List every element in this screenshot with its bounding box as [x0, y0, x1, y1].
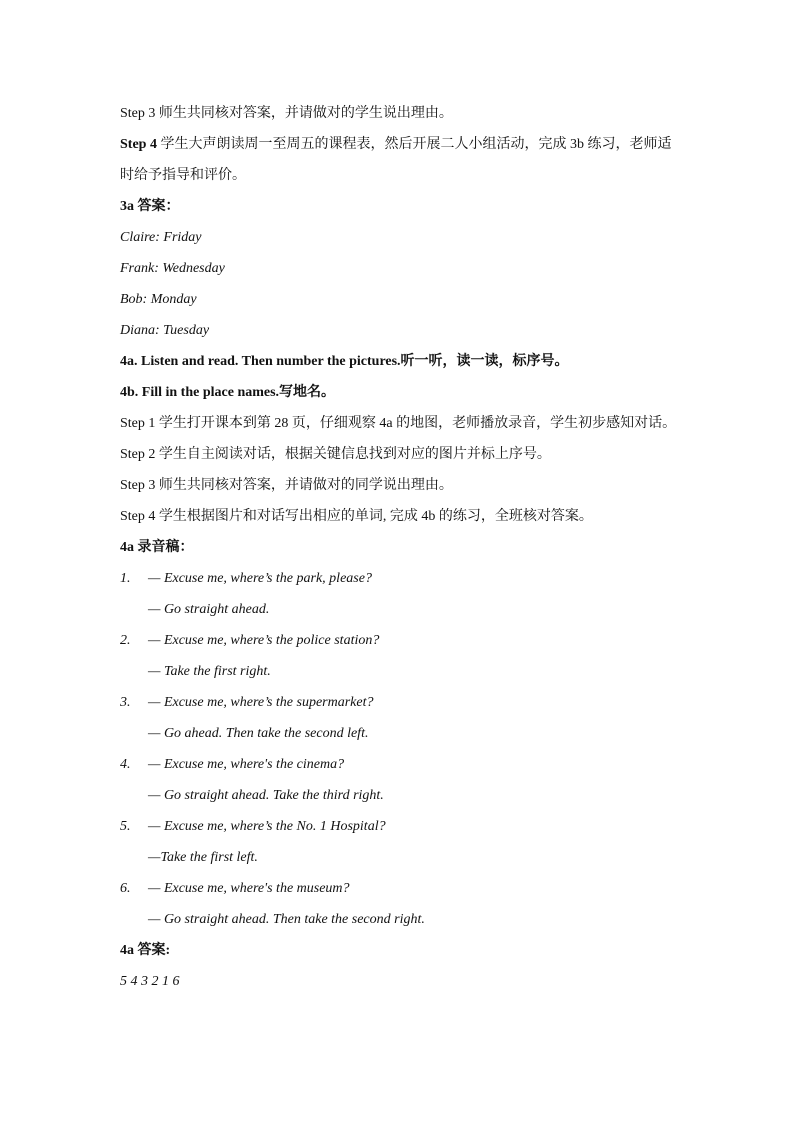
dialogue-question: — Excuse me, where’s the park, please? — [148, 571, 372, 586]
dialogue-answer: — Go straight ahead. Then take the second right. — [148, 912, 425, 927]
dialogue-answer: —Take the first left. — [148, 850, 258, 865]
step1-paragraph: Step 1 学生打开课本到第 28 页，仔细观察 4a 的地图，老师播放录音，学生初步感知对话。 — [120, 416, 677, 431]
dialogue-answer: — Go straight ahead. — [148, 602, 270, 617]
script-heading: 4a 录音稿： — [120, 540, 194, 555]
dialogue-question: — Excuse me, where’s the supermarket? — [148, 695, 374, 710]
step3b-paragraph: Step 3 师生共同核对答案，并请做对的同学说出理由。 — [120, 478, 453, 493]
item-number: 2. — [120, 633, 131, 648]
item-number: 4. — [120, 757, 131, 772]
answer-line: Frank: Wednesday — [120, 261, 225, 276]
dialogue-1 — [120, 563, 680, 625]
dialogue-2 — [120, 625, 680, 687]
answer-line: Diana: Tuesday — [120, 323, 210, 338]
heading-4a: 4a. Listen and read. Then number the pictures.听一听，读一读，标序号。 — [120, 354, 569, 369]
item-number: 5. — [120, 819, 131, 834]
item-number: 3. — [120, 695, 131, 710]
dialogue-6 — [120, 873, 680, 935]
document-page — [120, 98, 680, 997]
dialogue-4 — [120, 749, 680, 811]
answer-line: Bob: Monday — [120, 292, 197, 307]
answers-4a-heading: 4a 答案: — [120, 943, 171, 958]
item-number: 6. — [120, 881, 131, 896]
step4b-paragraph: Step 4 学生根据图片和对话写出相应的单词, 完成 4b 的练习，全班核对答案。 — [120, 509, 593, 524]
dialogue-answer: — Go ahead. Then take the second left. — [148, 726, 369, 741]
step2-paragraph: Step 2 学生自主阅读对话，根据关键信息找到对应的图片并标上序号。 — [120, 447, 551, 462]
dialogue-answer: — Go straight ahead. Take the third right. — [148, 788, 384, 803]
step4-label: Step 4 — [120, 137, 157, 152]
dialogue-answer: — Take the first right. — [148, 664, 271, 679]
dialogue-5 — [120, 811, 680, 873]
dialogue-question: — Excuse me, where's the museum? — [148, 881, 350, 896]
dialogue-3 — [120, 687, 680, 749]
step4-text: 学生大声朗读周一至周五的课程表，然后开展二人小组活动，完成 3b 练习，老师适时给予指导和评价。 — [120, 137, 672, 183]
dialogue-question: — Excuse me, where's the cinema? — [148, 757, 345, 772]
answers-4a-sequence: 5 4 3 2 1 6 — [120, 974, 180, 989]
item-number: 1. — [120, 571, 131, 586]
step4-paragraph — [120, 129, 680, 191]
dialogue-question: — Excuse me, where’s the No. 1 Hospital? — [148, 819, 386, 834]
dialogue-question: — Excuse me, where’s the police station? — [148, 633, 380, 648]
step3-paragraph: Step 3 师生共同核对答案，并请做对的学生说出理由。 — [120, 106, 453, 121]
answers-3a-heading: 3a 答案： — [120, 199, 180, 214]
heading-4b: 4b. Fill in the place names.写地名。 — [120, 385, 336, 400]
answer-line: Claire: Friday — [120, 230, 202, 245]
